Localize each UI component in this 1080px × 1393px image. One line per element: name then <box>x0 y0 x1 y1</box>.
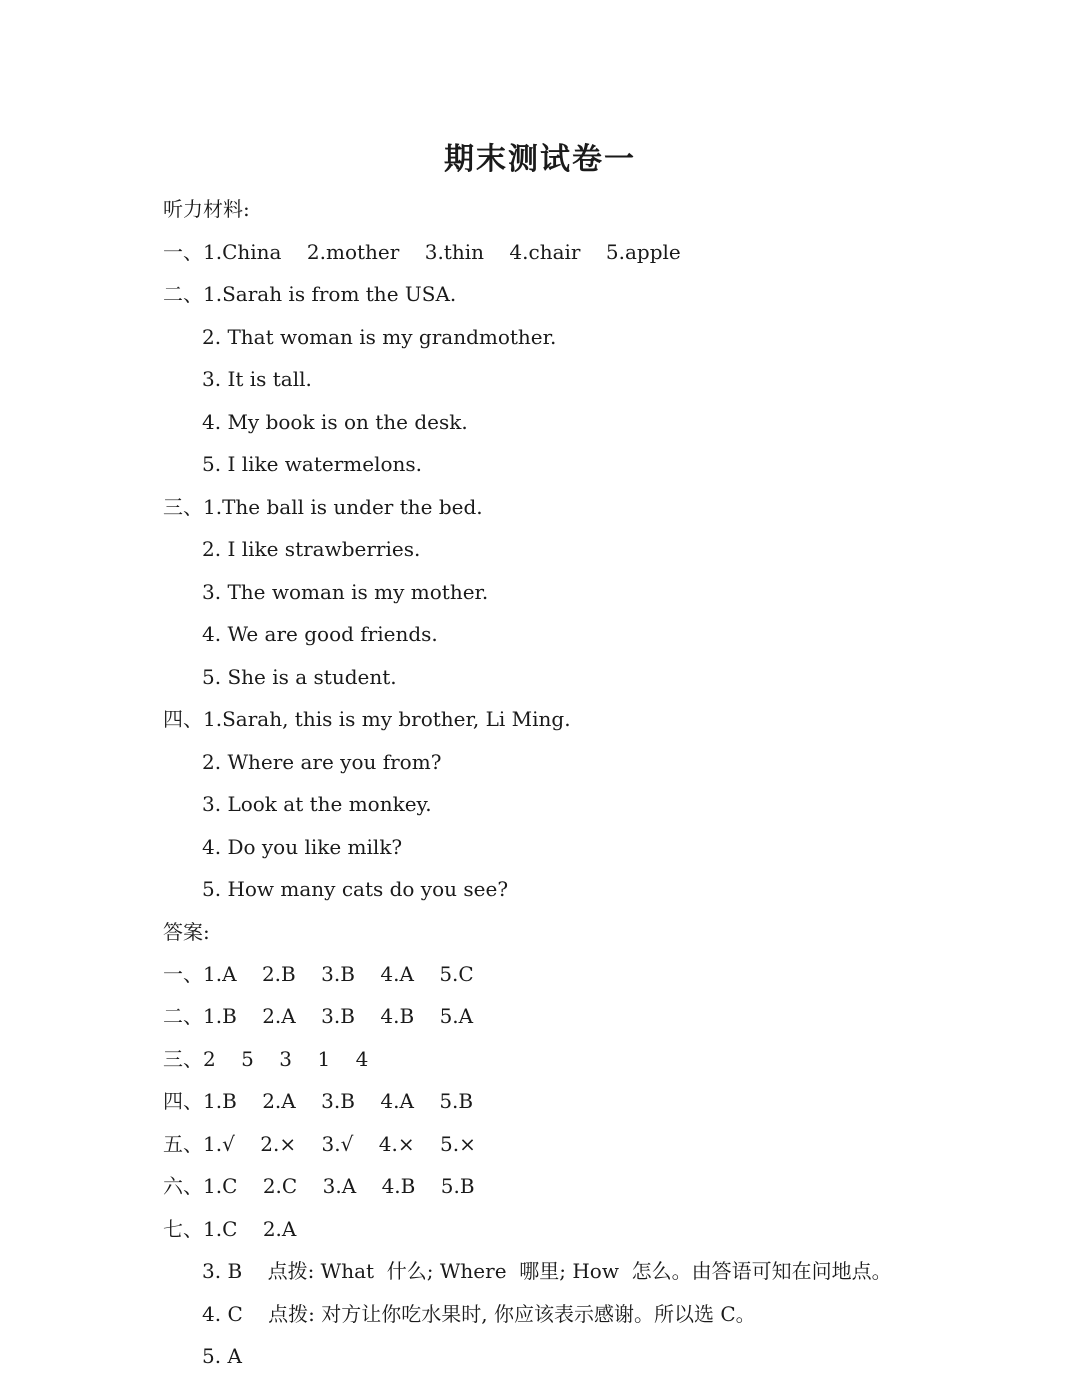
section-heading-answers: 答案: <box>163 920 210 944</box>
listening-part-2-item-5: 5. I like watermelons. <box>202 452 423 476</box>
answers-part-7-item-3: 3. B 点拨: What 什么; Where 哪里; How 怎么。由答语可知在问地点。 <box>202 1259 892 1283</box>
answers-part-7-item-4: 4. C 点拨: 对方让你吃水果时, 你应该表示感谢。所以选 C。 <box>202 1302 756 1326</box>
answers-part-3: 三、2 5 3 1 4 <box>163 1047 369 1071</box>
listening-part-3-item-1: 三、1.The ball is under the bed. <box>163 495 483 519</box>
answers-part-4: 四、1.B 2.A 3.B 4.A 5.B <box>163 1089 474 1113</box>
answers-part-6: 六、1.C 2.C 3.A 4.B 5.B <box>163 1174 475 1198</box>
listening-part-3-item-3: 3. The woman is my mother. <box>202 580 489 604</box>
answers-part-7-item-5: 5. A <box>202 1344 242 1368</box>
section-heading-listening: 听力材料: <box>163 197 250 221</box>
listening-part-3-item-5: 5. She is a student. <box>202 665 397 689</box>
listening-part-2-item-3: 3. It is tall. <box>202 367 312 391</box>
listening-part-4-item-2: 2. Where are you from? <box>202 750 442 774</box>
answers-part-2: 二、1.B 2.A 3.B 4.B 5.A <box>163 1004 474 1028</box>
answers-part-5: 五、1.√ 2.× 3.√ 4.× 5.× <box>163 1132 476 1156</box>
listening-part-3-item-2: 2. I like strawberries. <box>202 537 421 561</box>
listening-part-4-item-1: 四、1.Sarah, this is my brother, Li Ming. <box>163 707 571 731</box>
listening-part-1: 一、1.China 2.mother 3.thin 4.chair 5.apple <box>163 240 681 264</box>
answers-part-7: 七、1.C 2.A <box>163 1217 297 1241</box>
answers-part-1: 一、1.A 2.B 3.B 4.A 5.C <box>163 962 474 986</box>
listening-part-2-item-2: 2. That woman is my grandmother. <box>202 325 557 349</box>
listening-part-4-item-3: 3. Look at the monkey. <box>202 792 432 816</box>
listening-part-2-item-1: 二、1.Sarah is from the USA. <box>163 282 457 306</box>
listening-part-4-item-4: 4. Do you like milk? <box>202 835 403 859</box>
listening-part-2-item-4: 4. My book is on the desk. <box>202 410 468 434</box>
page-title: 期末测试卷一 <box>444 142 636 177</box>
listening-part-4-item-5: 5. How many cats do you see? <box>202 877 509 901</box>
listening-part-3-item-4: 4. We are good friends. <box>202 622 438 646</box>
